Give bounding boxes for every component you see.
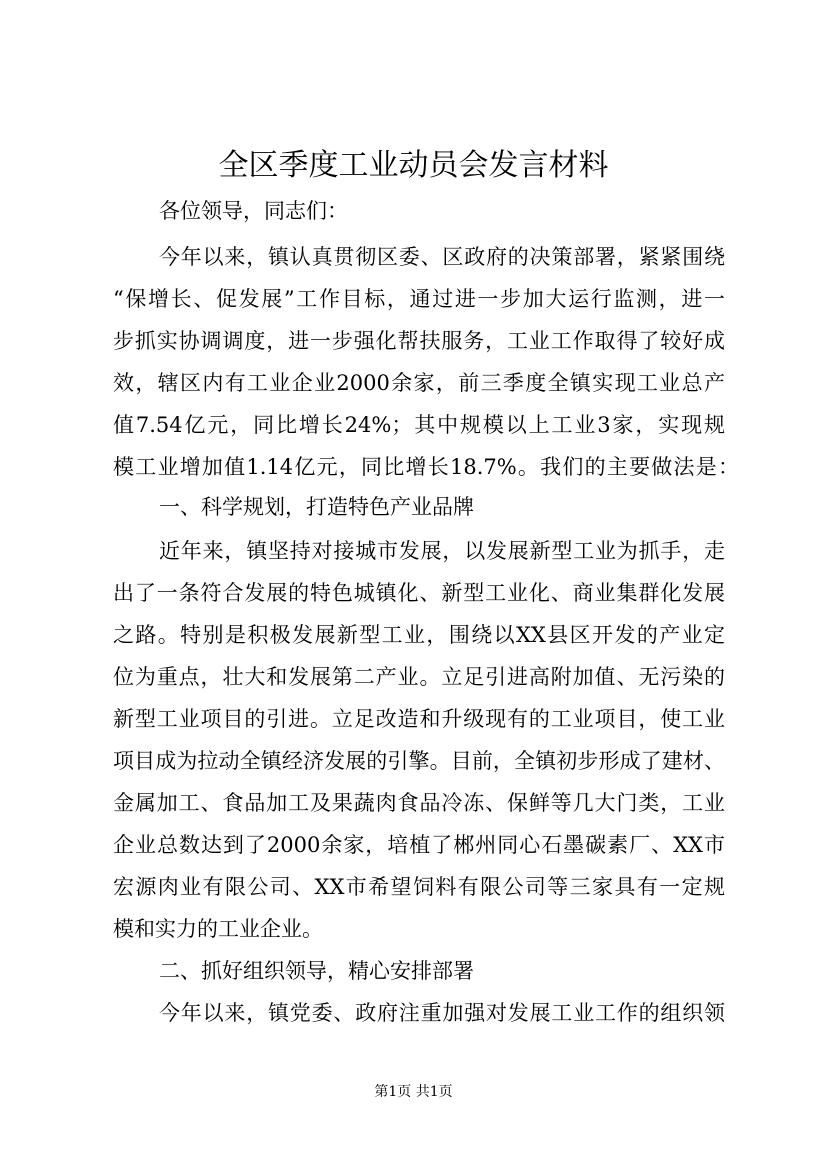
section-1-line-4: 位为重点，壮大和发展第二产业。立足引进高附加值、无污染的 — [113, 665, 725, 689]
document-title: 全区季度工业动员会发言材料 — [218, 148, 609, 183]
intro-line-3: 步抓实协调调度，进一步强化帮扶服务，工业工作取得了较好成 — [113, 329, 725, 353]
salutation: 各位领导，同志们： — [159, 199, 348, 223]
section-1-line-9: 宏源肉业有限公司、XX市希望饲料有限公司等三家具有一定规 — [113, 875, 725, 899]
intro-line-1: 今年以来，镇认真贯彻区委、区政府的决策部署，紧紧围绕 — [159, 245, 725, 269]
intro-line-6: 模工业增加值1.14亿元，同比增长18.7%。我们的主要做法是： — [113, 455, 739, 479]
intro-line-4: 效，辖区内有工业企业2000余家，前三季度全镇实现工业总产 — [113, 371, 725, 395]
section-2-line-1: 今年以来，镇党委、政府注重加强对发展工业工作的组织领 — [159, 1001, 725, 1025]
section-1-line-1: 近年来，镇坚持对接城市发展，以发展新型工业为抓手，走 — [159, 539, 725, 563]
section-1-line-3: 之路。特别是积极发展新型工业，围绕以XX县区开发的产业定 — [113, 623, 725, 647]
intro-line-2: “保增长、促发展”工作目标，通过进一步加大运行监测，进一 — [113, 287, 725, 311]
section-1-line-6: 项目成为拉动全镇经济发展的引擎。目前，全镇初步形成了建材、 — [113, 749, 725, 773]
section-1-line-7: 金属加工、食品加工及果蔬肉食品冷冻、保鲜等几大门类，工业 — [113, 791, 725, 815]
section-1-line-2: 出了一条符合发展的特色城镇化、新型工业化、商业集群化发展 — [113, 581, 725, 605]
section-2-heading: 二、抓好组织领导，精心安排部署 — [159, 959, 474, 983]
section-1-line-8: 企业总数达到了2000余家，培植了郴州同心石墨碳素厂、XX市 — [113, 833, 725, 857]
intro-line-5: 值7.54亿元，同比增长24%；其中规模以上工业3家，实现规 — [113, 413, 725, 437]
page-footer: 第1页 共1页 — [374, 1084, 453, 1100]
section-1-line-5: 新型工业项目的引进。立足改造和升级现有的工业项目，使工业 — [113, 707, 725, 731]
section-1-heading: 一、科学规划，打造特色产业品牌 — [159, 495, 474, 519]
section-1-line-10: 模和实力的工业企业。 — [113, 917, 323, 941]
